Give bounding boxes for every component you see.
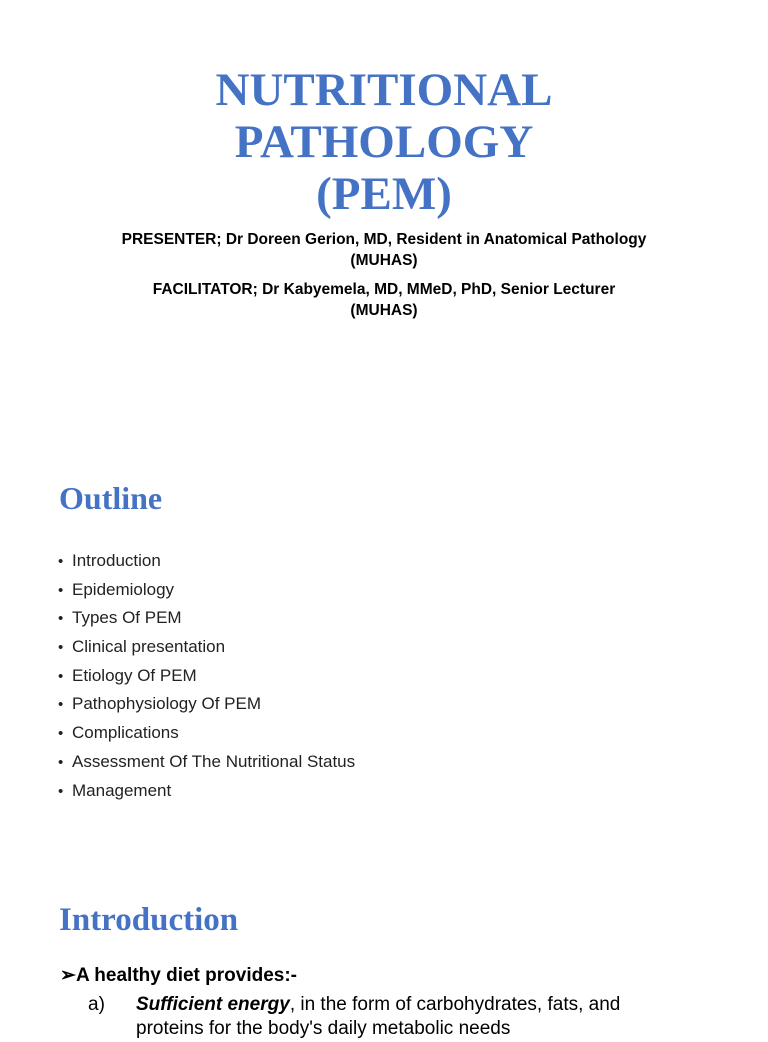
- list-item: [58, 777, 355, 806]
- slide-title: [0, 64, 768, 220]
- list-item-label: Assessment Of The Nutritional Status: [72, 751, 356, 771]
- list-item: [58, 547, 355, 576]
- facilitator-line: FACILITATOR; Dr Kabyemela, MD, MMeD, PhD, Senior Lecturer: [152, 281, 616, 298]
- bullet-icon: •: [58, 753, 64, 771]
- facilitator-affiliation: (MUHAS): [350, 302, 418, 319]
- list-item-label: Introduction: [72, 551, 161, 570]
- list-item: [58, 633, 355, 662]
- list-item-label: Clinical presentation: [72, 637, 226, 657]
- presenter-credit: [0, 229, 768, 271]
- facilitator-credit: [0, 279, 768, 321]
- bullet-icon: •: [58, 782, 64, 800]
- list-item-label: Epidemiology: [72, 579, 175, 599]
- presenter-affiliation: (MUHAS): [350, 252, 418, 269]
- bullet-icon: •: [58, 610, 64, 628]
- list-item-label: Etiology Of PEM: [72, 665, 197, 685]
- list-item-label: Management: [72, 780, 172, 800]
- bullet-icon: •: [58, 696, 64, 714]
- bullet-icon: •: [58, 581, 64, 599]
- list-item: [58, 662, 355, 691]
- title-line: NUTRITIONAL: [215, 64, 553, 116]
- presenter-line: PRESENTER; Dr Doreen Gerion, MD, Resident in Anatomical Pathology: [121, 231, 647, 248]
- item-emphasis: Sufficient energy: [136, 994, 290, 1015]
- list-item-label: Types Of PEM: [72, 608, 182, 628]
- outline-heading: Outline: [59, 480, 163, 516]
- list-item: [58, 576, 355, 605]
- intro-subheading-text: A healthy diet provides:-: [76, 965, 297, 986]
- list-item: [58, 719, 355, 748]
- bullet-icon: •: [58, 725, 64, 743]
- title-line: (PEM): [316, 168, 452, 220]
- bullet-icon: •: [58, 553, 64, 570]
- bullet-icon: •: [58, 639, 64, 657]
- intro-list-item-continuation: proteins for the body's daily metabolic needs: [136, 1018, 511, 1039]
- item-text: , in the form of carbohydrates, fats, and: [289, 994, 621, 1015]
- list-item-label: Pathophysiology Of PEM: [72, 694, 261, 714]
- outline-list: [58, 547, 355, 805]
- list-item: [58, 748, 355, 777]
- introduction-heading: Introduction: [59, 902, 239, 938]
- list-item: [58, 604, 355, 633]
- list-item: [58, 690, 355, 719]
- bullet-icon: •: [58, 667, 64, 685]
- title-line: PATHOLOGY: [234, 116, 534, 168]
- list-item-label: Complications: [72, 723, 179, 743]
- list-marker: a): [88, 994, 105, 1015]
- intro-subheading: [60, 963, 297, 989]
- intro-list-item: [88, 992, 768, 1018]
- arrow-bullet-icon: ➢: [60, 965, 76, 986]
